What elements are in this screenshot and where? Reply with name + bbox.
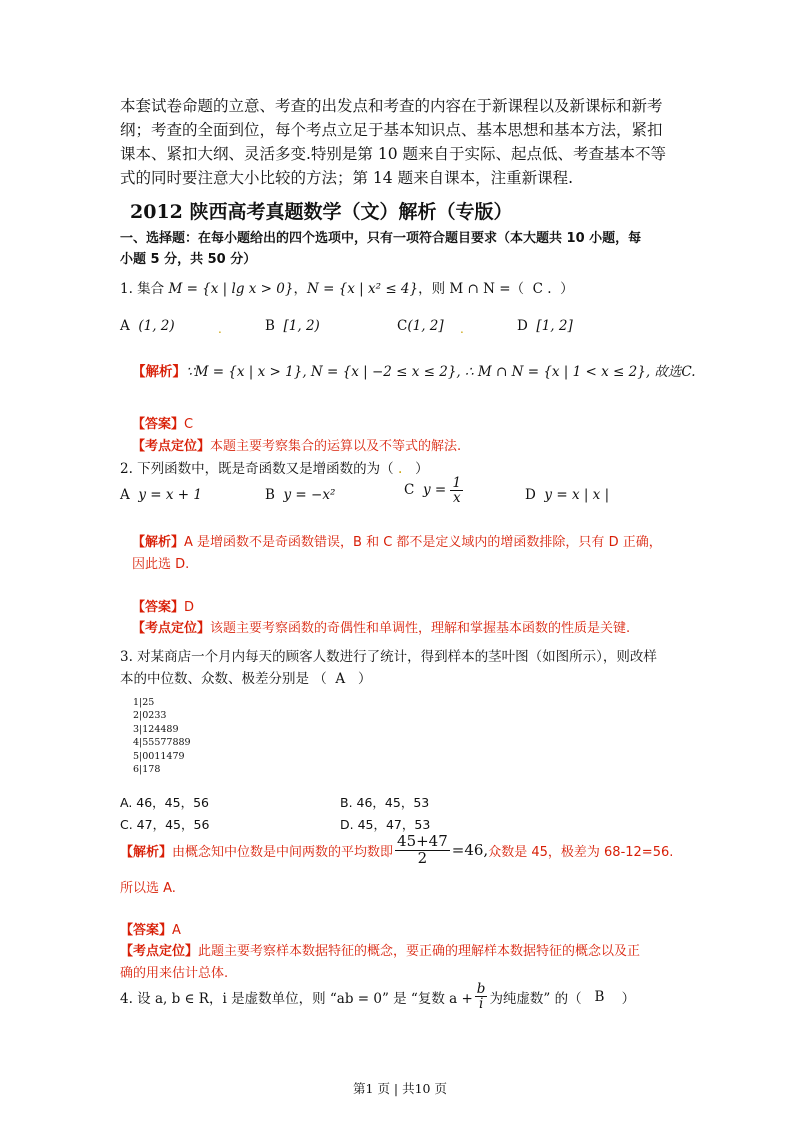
- option-value: [1, 2]: [536, 318, 573, 334]
- q2-option-c: [404, 476, 463, 505]
- stem-divider: |: [139, 737, 143, 749]
- option-value: y = x | x |: [544, 487, 610, 503]
- stem-divider: |: [139, 697, 143, 708]
- q4-stem-end: ）: [621, 990, 636, 1007]
- option-value: y = −x²: [283, 487, 336, 503]
- analysis-text: ∵M = {x | x > 1}, N = {x | −2 ≤ x ≤ 2}, ∴ M ∩ N = {x | 1 < x ≤ 2}, 故选C.: [186, 364, 696, 380]
- answer-value: C: [184, 417, 194, 432]
- q1-option-d: [517, 318, 573, 334]
- leaves: 55577889: [142, 737, 191, 749]
- stem-leaf-row: [133, 750, 191, 763]
- option-label: D: [525, 487, 536, 503]
- q1-option-b: [265, 318, 320, 334]
- q2-answer-mark: .: [397, 461, 403, 477]
- q3-answer-mark: A: [335, 671, 346, 687]
- fraction-numerator: 45+47: [397, 832, 448, 850]
- intro-line: 课本、紧扣大纲、灵活多变.特别是第 10 题来自于实际、起点低、考查基本不等: [120, 145, 667, 163]
- option-label: D: [517, 318, 528, 334]
- stem: 5: [133, 750, 140, 762]
- decorative-dot: .: [218, 322, 222, 336]
- q1-stem-text: 1. 集合: [120, 281, 169, 297]
- answer-tag: 【答案】: [132, 600, 185, 615]
- q3-answer: [120, 919, 181, 938]
- q3-stem-end: ）: [358, 671, 372, 687]
- option-value: y =: [422, 482, 447, 499]
- stem-leaf-row: [133, 696, 191, 709]
- stem-divider: |: [139, 750, 143, 762]
- stem: 1: [133, 697, 140, 708]
- decorative-dot: .: [460, 322, 464, 336]
- stem-leaf-row: [133, 763, 191, 776]
- analysis-tag: 【解析】: [120, 844, 173, 860]
- option-label: B: [265, 318, 275, 334]
- option-label: C: [404, 482, 415, 499]
- fraction-denominator: 2: [417, 848, 428, 867]
- leaves: 0011479: [142, 750, 185, 762]
- focus-text: 该题主要考察函数的奇偶性和单调性，理解和掌握基本函数的性质是关键.: [210, 621, 631, 636]
- analysis-tag: 【解析】: [132, 535, 185, 550]
- fraction-denominator: x: [452, 490, 461, 507]
- answer-value: A: [172, 923, 181, 938]
- leaves: 124489: [142, 723, 179, 735]
- stem-divider: |: [139, 710, 143, 722]
- q1-focus: [132, 435, 461, 454]
- q1-set-m: M = {x | lg x > 0}: [168, 281, 294, 297]
- focus-text: 本题主要考察集合的运算以及不等式的解法.: [210, 439, 462, 454]
- q3-focus-line1: [120, 940, 640, 959]
- analysis-equals: =46,: [451, 841, 489, 860]
- q3-option-c: C. 47，45，56: [120, 817, 210, 832]
- q4-fraction: [475, 982, 488, 1011]
- analysis-text-2: 众数是 45，极差为 68-12=56.: [488, 844, 674, 860]
- q4-stem: [120, 982, 635, 1011]
- q3-option-d: D. 45，47，53: [340, 817, 431, 832]
- stem-leaf-row: [133, 723, 191, 736]
- section-heading-line2: 小题 5 分，共 50 分）: [120, 252, 257, 267]
- option-value: (1, 2): [138, 318, 175, 334]
- q2-option-d: [525, 487, 609, 503]
- analysis-text: 由概念知中位数是中间两数的平均数即: [172, 844, 394, 860]
- q2-analysis-line2: 因此选 D.: [132, 557, 190, 572]
- q2-stem-end: ）: [415, 461, 429, 477]
- stem-divider: |: [139, 723, 143, 735]
- analysis-text: A 是增函数不是奇函数错误，B 和 C 都不是定义域内的增函数排除，只有 D 正确，: [184, 535, 662, 550]
- q1-stem-text-b: ，则 M ∩ N =（: [418, 281, 525, 297]
- q3-stem-text: 本的中位数、众数、极差分别是 （: [120, 671, 327, 687]
- page-footer: 第1 页 | 共10 页: [353, 1081, 447, 1096]
- focus-tag: 【考点定位】: [120, 944, 199, 959]
- option-label: A: [120, 318, 130, 334]
- focus-tag: 【考点定位】: [132, 621, 211, 636]
- q3-stem-line1: 3. 对某商店一个月内每天的顾客人数进行了统计，得到样本的茎叶图（如图所示），则改样: [120, 649, 657, 665]
- answer-tag: 【答案】: [120, 923, 173, 938]
- intro-line: 式的同时要注意大小比较的方法；第 14 题来自课本，注重新课程.: [120, 169, 574, 187]
- stem-leaf-row: [133, 736, 191, 749]
- fraction-numerator: 1: [452, 475, 462, 491]
- option-label: C: [397, 318, 408, 334]
- q2-option-a: [120, 487, 202, 503]
- q1-answer-mark: C .: [532, 281, 552, 297]
- q4-answer-mark: B: [594, 988, 605, 1005]
- option-value: (1, 2]: [407, 318, 444, 334]
- option-value: y = x + 1: [138, 487, 202, 503]
- q4-stem-text-b: 为纯虚数” 的（: [489, 990, 582, 1007]
- q3-analysis-line2: 所以选 A.: [120, 881, 176, 896]
- q1-option-a: [120, 318, 175, 334]
- option-value: [1, 2): [283, 318, 320, 334]
- q2-stem: [120, 457, 429, 477]
- q1-answer: [132, 413, 193, 432]
- q2-focus: [132, 617, 630, 636]
- analysis-tag: 【解析】: [132, 364, 186, 380]
- answer-value: D: [184, 600, 195, 615]
- q1-stem-end: ）: [560, 281, 574, 297]
- q1-option-c: [397, 318, 444, 334]
- intro-line: 纲；考查的全面到位，每个考点立足于基本知识点、基本思想和基本方法，紧扣: [120, 121, 663, 139]
- option-label: B: [265, 487, 275, 503]
- fraction-denominator: i: [478, 996, 484, 1013]
- stem: 2: [133, 710, 140, 722]
- section-heading-line1: 一、选择题：在每小题给出的四个选项中，只有一项符合题目要求（本大题共 10 小题，每: [120, 231, 642, 246]
- stem: 3: [133, 723, 140, 735]
- intro-line: 本套试卷命题的立意、考查的出发点和考查的内容在于新课程以及新课标和新考: [120, 97, 663, 115]
- leaves: 0233: [142, 710, 167, 722]
- q2-option-c-fraction: [450, 476, 463, 505]
- leaves: 178: [142, 764, 161, 776]
- stem-divider: |: [139, 764, 143, 776]
- q2-analysis-line1: [132, 531, 662, 550]
- q4-stem-text: 4. 设 a, b ∈ R，i 是虚数单位，则 “ab = 0” 是 “复数 a +: [120, 990, 473, 1007]
- q3-option-a: A. 46，45，56: [120, 795, 209, 810]
- stem-leaf-plot: [133, 696, 191, 776]
- q3-stem-line2: [120, 667, 372, 687]
- focus-text: 此题主要考察样本数据特征的概念，要正确的理解样本数据特征的概念以及正: [198, 944, 641, 959]
- stem: 4: [133, 737, 140, 749]
- option-label: A: [120, 487, 130, 503]
- intro-paragraph: [120, 94, 690, 190]
- q2-stem-text: 2. 下列函数中，既是奇函数又是增函数的为（: [120, 461, 394, 477]
- q1-sep: ，: [293, 281, 307, 297]
- leaves: 25: [142, 697, 155, 708]
- focus-tag: 【考点定位】: [132, 439, 211, 454]
- stem-leaf-row: [133, 709, 191, 722]
- fraction-numerator: b: [476, 981, 486, 997]
- q3-focus-line2: 确的用来估计总体.: [120, 966, 229, 981]
- q1-analysis: [132, 360, 696, 380]
- q3-analysis-line1: [120, 834, 673, 867]
- q2-option-b: [265, 487, 335, 503]
- q1-stem: [120, 277, 574, 297]
- stem: 6: [133, 764, 140, 776]
- answer-tag: 【答案】: [132, 417, 185, 432]
- q2-answer: [132, 596, 194, 615]
- q1-set-n: N = {x | x² ≤ 4}: [306, 281, 419, 297]
- q3-option-b: B. 46，45，53: [340, 795, 430, 810]
- page-title: 2012 陕西高考真题数学（文）解析（专版）: [130, 201, 513, 223]
- q3-analysis-fraction: [395, 834, 450, 867]
